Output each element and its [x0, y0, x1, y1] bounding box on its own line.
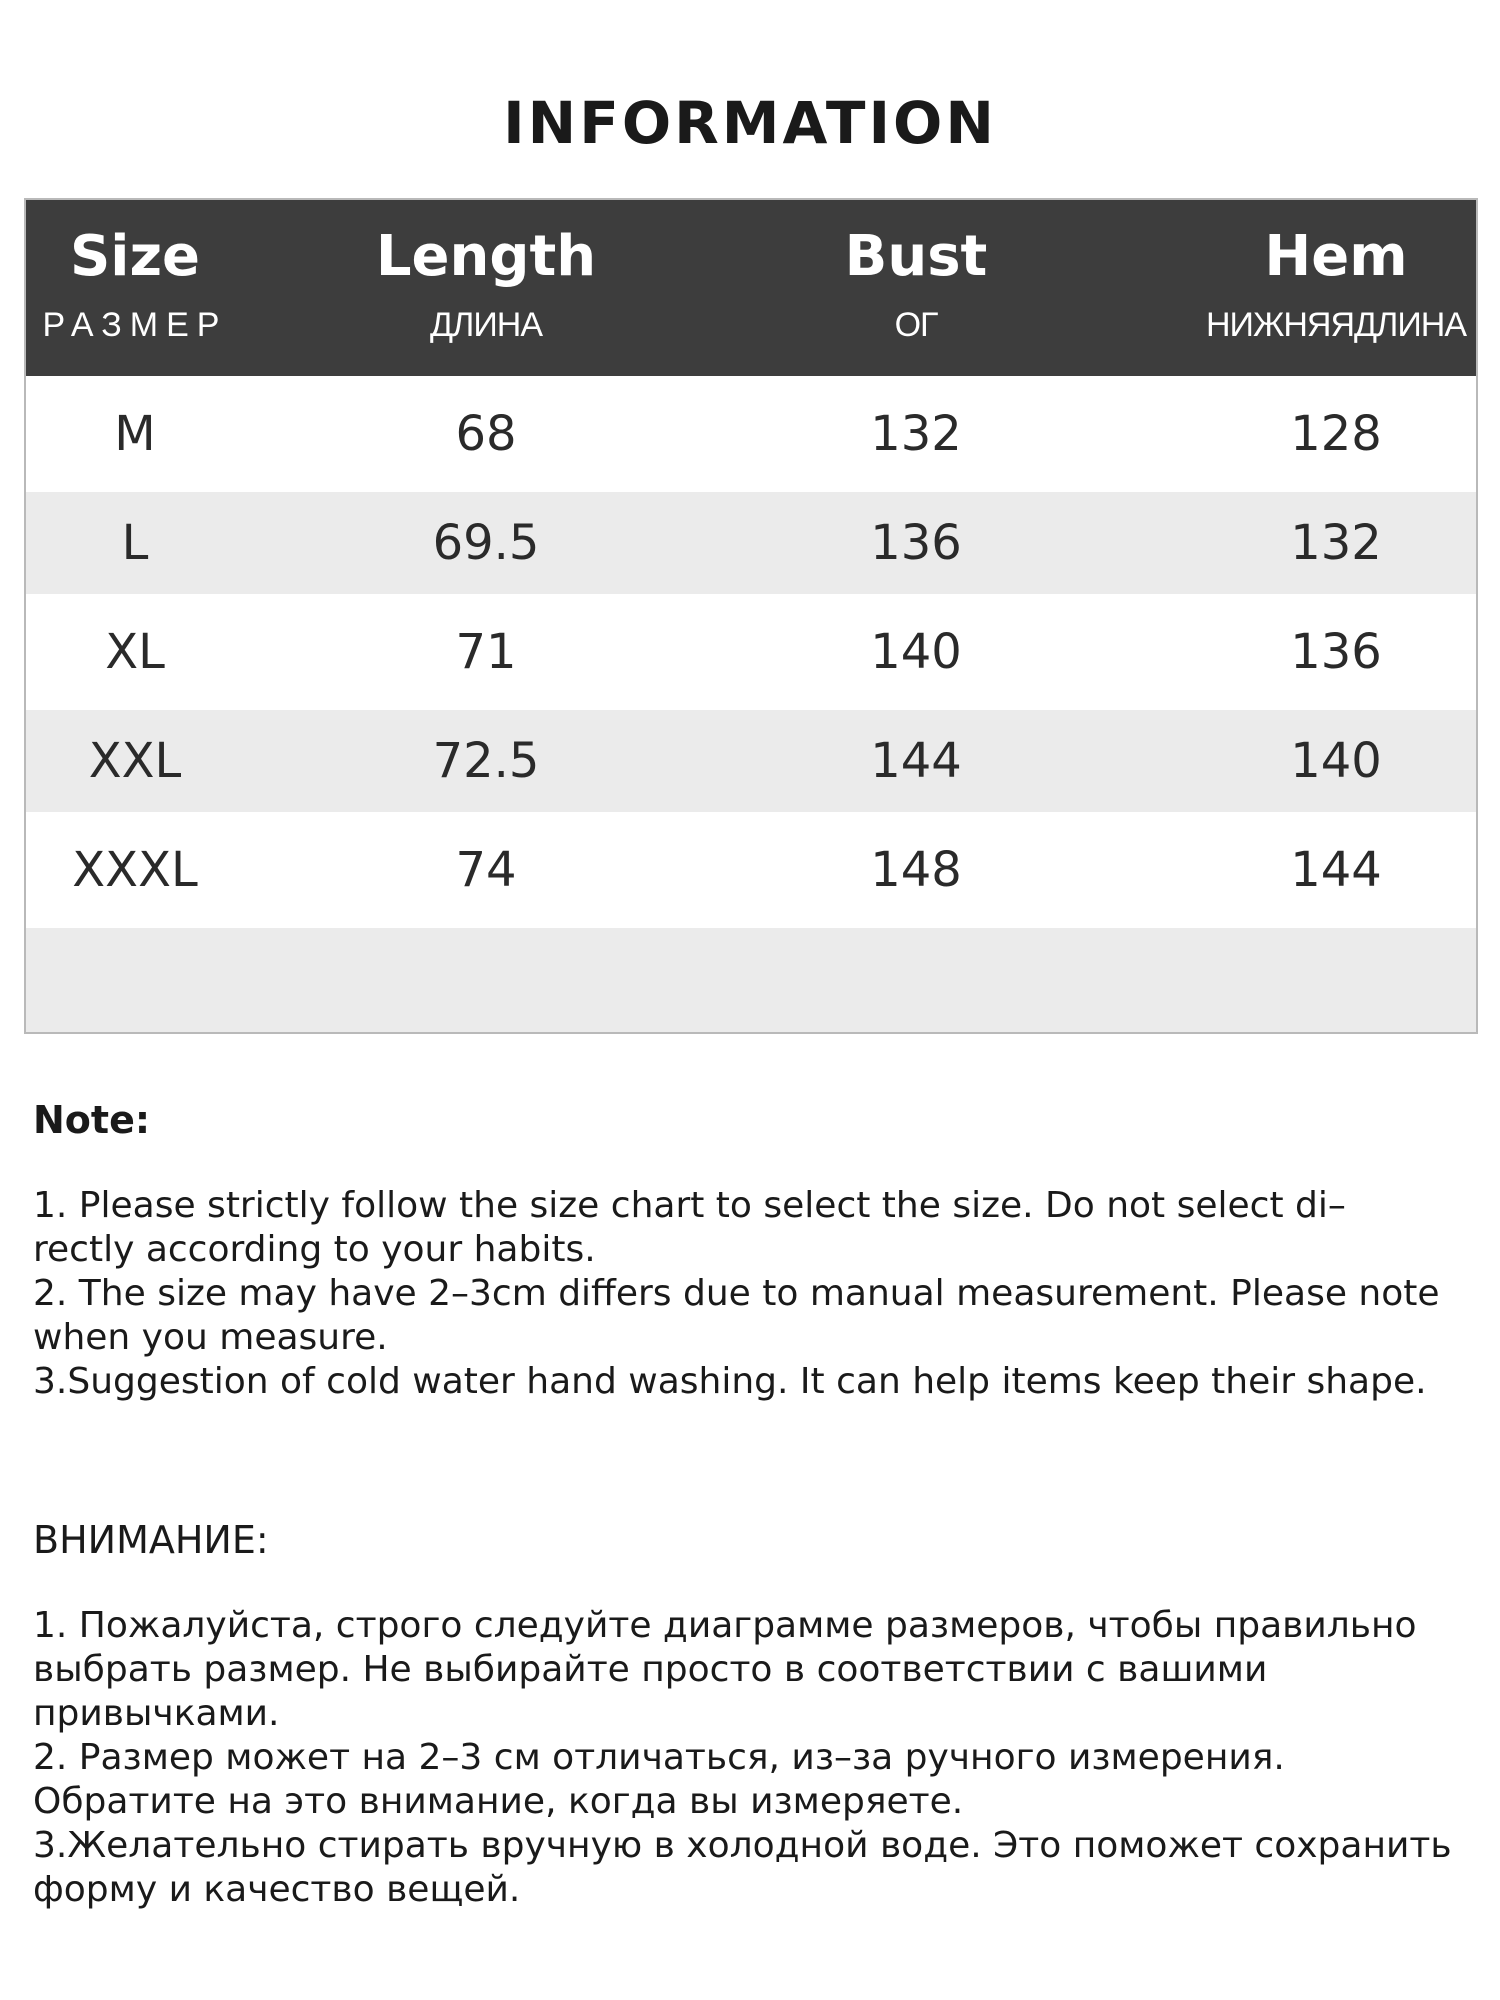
note-heading: Note: [33, 1098, 151, 1142]
cell-size: XXL [88, 733, 182, 789]
header-size [26, 200, 244, 376]
notes-russian [33, 1516, 1453, 1912]
cell-hem: 136 [1290, 624, 1382, 680]
table-row [26, 710, 1476, 812]
cell-bust: 132 [870, 406, 962, 462]
page-title: INFORMATION [503, 89, 997, 157]
cell-bust: 136 [870, 515, 962, 571]
table-row [26, 812, 1476, 928]
header-length [326, 200, 646, 376]
cell-bust: 144 [870, 733, 962, 789]
cell-hem: 144 [1290, 842, 1382, 898]
note-item: 1. Please strictly follow the size chart to select the size. Do not select di– rectly according to your habits. [33, 1185, 1346, 1270]
cell-size: M [114, 406, 156, 462]
table-row [26, 376, 1476, 492]
note-item: 2. Размер может на 2–3 см отличаться, из–за ручного измерения. Обратите на это внимание, когда вы измеряете. [33, 1737, 1285, 1822]
cell-bust: 148 [870, 842, 962, 898]
cell-length: 72.5 [432, 733, 540, 789]
header-hem-en: Hem [1264, 224, 1408, 289]
table-header [26, 200, 1476, 376]
cell-length: 71 [455, 624, 517, 680]
table-row [26, 594, 1476, 710]
note-item: 1. Пожалуйста, строго следуйте диаграмме размеров, чтобы правильно выбрать размер. Не выбирайте просто в соответствии с вашими привычками. [33, 1605, 1417, 1734]
header-length-ru: ДЛИНА [429, 306, 542, 344]
notes-english [33, 1096, 1453, 1404]
header-hem-ru: НИЖНЯЯДЛИНА [1205, 306, 1467, 344]
header-hem [1126, 200, 1500, 376]
cell-hem: 140 [1290, 733, 1382, 789]
cell-size: L [121, 515, 149, 571]
header-bust-ru: ОГ [894, 306, 938, 344]
cell-length: 69.5 [432, 515, 540, 571]
header-bust [726, 200, 1106, 376]
size-chart-table [24, 198, 1478, 1034]
note-heading: ВНИМАНИЕ: [33, 1518, 269, 1562]
cell-bust: 140 [870, 624, 962, 680]
cell-length: 68 [455, 406, 517, 462]
note-item: 3.Желательно стирать вручную в холодной воде. Это поможет сохранить форму и качество вещей. [33, 1825, 1452, 1910]
header-size-ru: РАЗМЕР [42, 306, 228, 344]
note-item: 3.Suggestion of cold water hand washing. It can help items keep their shape. [33, 1361, 1427, 1402]
cell-hem: 132 [1290, 515, 1382, 571]
header-size-en: Size [69, 224, 201, 289]
cell-hem: 128 [1290, 406, 1382, 462]
note-item: 2. The size may have 2–3cm differs due to manual measurement. Please note when you measure. [33, 1273, 1440, 1358]
table-row [26, 492, 1476, 594]
cell-size: XL [105, 624, 165, 680]
cell-size: XXXL [72, 842, 198, 898]
header-length-en: Length [375, 224, 597, 289]
header-bust-en: Bust [844, 224, 988, 289]
cell-length: 74 [455, 842, 517, 898]
